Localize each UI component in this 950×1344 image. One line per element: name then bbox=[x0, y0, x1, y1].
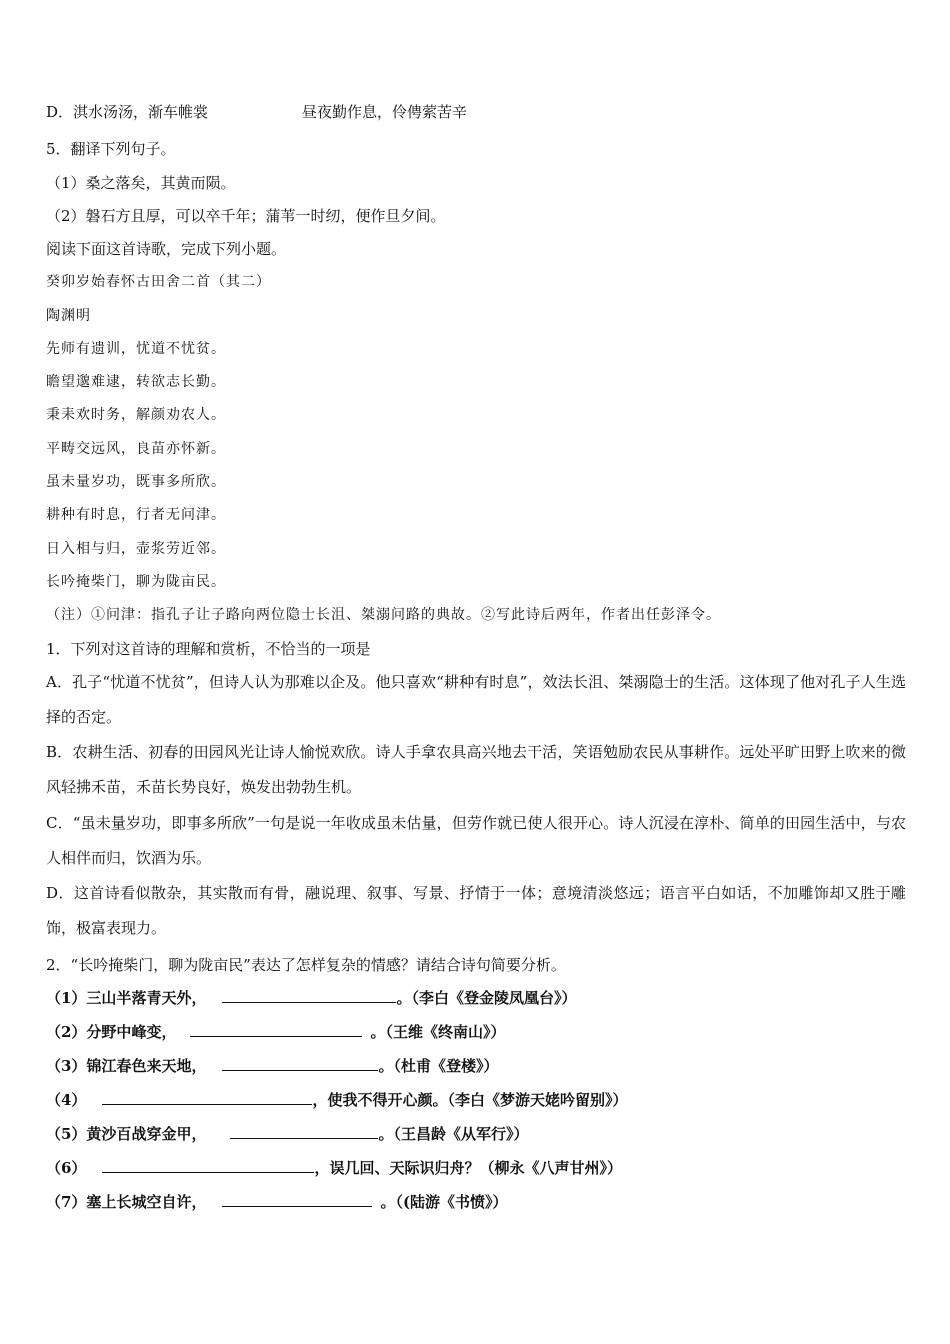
q2-stem: 2．“长吟掩柴门，聊为陇亩民”表达了怎样复杂的情感？请结合诗句简要分析。 bbox=[46, 956, 566, 974]
q5-sentence-2: （2）磐石方且厚，可以卒千年；蒲苇一时纫，便作旦夕间。 bbox=[46, 207, 446, 225]
q1-option-c: C．“虽未量岁功，即事多所欣”一句是说一年收成虽未估量，但劳作就已使人很开心。诗人沉浸在淳朴、简单的田园生活中，与农人相伴而归，饮酒为乐。 bbox=[46, 814, 906, 867]
answer-blank[interactable] bbox=[190, 1022, 362, 1037]
poem-line: 先师有遗训，忧道不忧贫。 bbox=[46, 341, 226, 357]
answer-blank[interactable] bbox=[102, 1158, 314, 1173]
poem-title: 癸卯岁始春怀古田舍二首（其二） bbox=[46, 274, 271, 290]
fill-item-3: （3）锦江春色来天地， 。（杜甫《登楼》） bbox=[46, 1057, 499, 1075]
q4-option-d bbox=[46, 102, 208, 122]
answer-blank[interactable] bbox=[102, 1090, 312, 1105]
poem-note: （注）①问津：指孔子让子路向两位隐士长沮、桀溺问路的典故。②写此诗后两年，作者出任彭泽令。 bbox=[46, 607, 721, 623]
fill-item-4: （4） ，使我不得开心颜。（李白《梦游天姥吟留别》） bbox=[46, 1091, 628, 1109]
fill-item-7: （7）塞上长城空自许， 。（(陆游《书愤》） bbox=[46, 1193, 508, 1211]
poem-line: 耕种有时息，行者无问津。 bbox=[46, 507, 226, 523]
q5-title: 5．翻译下列句子。 bbox=[46, 140, 176, 158]
fill-item-1: （1）三山半落青天外， 。（李白《登金陵凤凰台》） bbox=[46, 989, 577, 1007]
poem-line: 瞻望邈难逮，转欲志长勤。 bbox=[46, 374, 226, 390]
poem-line: 平畴交远风，良苗亦怀新。 bbox=[46, 441, 226, 457]
answer-blank[interactable] bbox=[222, 1056, 378, 1071]
q5-sentence-1: （1）桑之落矣，其黄而陨。 bbox=[46, 174, 236, 192]
answer-blank[interactable] bbox=[230, 1124, 378, 1139]
poem-line: 长吟掩柴门，聊为陇亩民。 bbox=[46, 574, 226, 590]
answer-blank[interactable] bbox=[222, 988, 396, 1003]
q1-stem: 1．下列对这首诗的理解和赏析，不恰当的一项是 bbox=[46, 640, 371, 658]
answer-blank[interactable] bbox=[222, 1192, 372, 1207]
fill-item-5: （5）黄沙百战穿金甲， 。（王昌龄《从军行》） bbox=[46, 1125, 529, 1143]
fill-item-2: （2）分野中峰变， 。（王维《终南山》） bbox=[46, 1023, 506, 1041]
poem-line: 秉耒欢时务，解颜劝农人。 bbox=[46, 407, 226, 423]
q1-option-a: A．孔子“忧道不忧贫”，但诗人认为那难以企及。他只喜欢“耕种有时息”，效法长沮、桀溺隐士的生活。这体现了他对孔子人生选择的否定。 bbox=[46, 673, 906, 726]
q1-option-b: B．农耕生活、初春的田园风光让诗人愉悦欢欣。诗人手拿农具高兴地去干活，笑语勉励农民从事耕作。远处平旷田野上吹来的微风轻拂禾苗，禾苗长势良好，焕发出勃勃生机。 bbox=[46, 743, 906, 796]
poem-author: 陶渊明 bbox=[46, 308, 91, 324]
q4-option-d-left: D．淇水汤汤，渐车帷裳 bbox=[46, 103, 209, 121]
fill-item-6: （6） ，误几回、天际识归舟？（柳永《八声甘州》） bbox=[46, 1159, 622, 1177]
poem-line: 日入相与归，壶浆劳近邻。 bbox=[46, 541, 226, 557]
reading-intro: 阅读下面这首诗歌，完成下列小题。 bbox=[46, 240, 287, 258]
q1-option-d: D．这首诗看似散杂，其实散而有骨，融说理、叙事、写景、抒情于一体；意境清淡悠远；语言平白如话，不加雕饰却又胜于雕饰，极富表现力。 bbox=[46, 884, 906, 937]
poem-line: 虽未量岁功，既事多所欣。 bbox=[46, 474, 226, 490]
q4-option-d-right: 昼夜勤作息，伶俜萦苦辛 bbox=[302, 103, 468, 121]
